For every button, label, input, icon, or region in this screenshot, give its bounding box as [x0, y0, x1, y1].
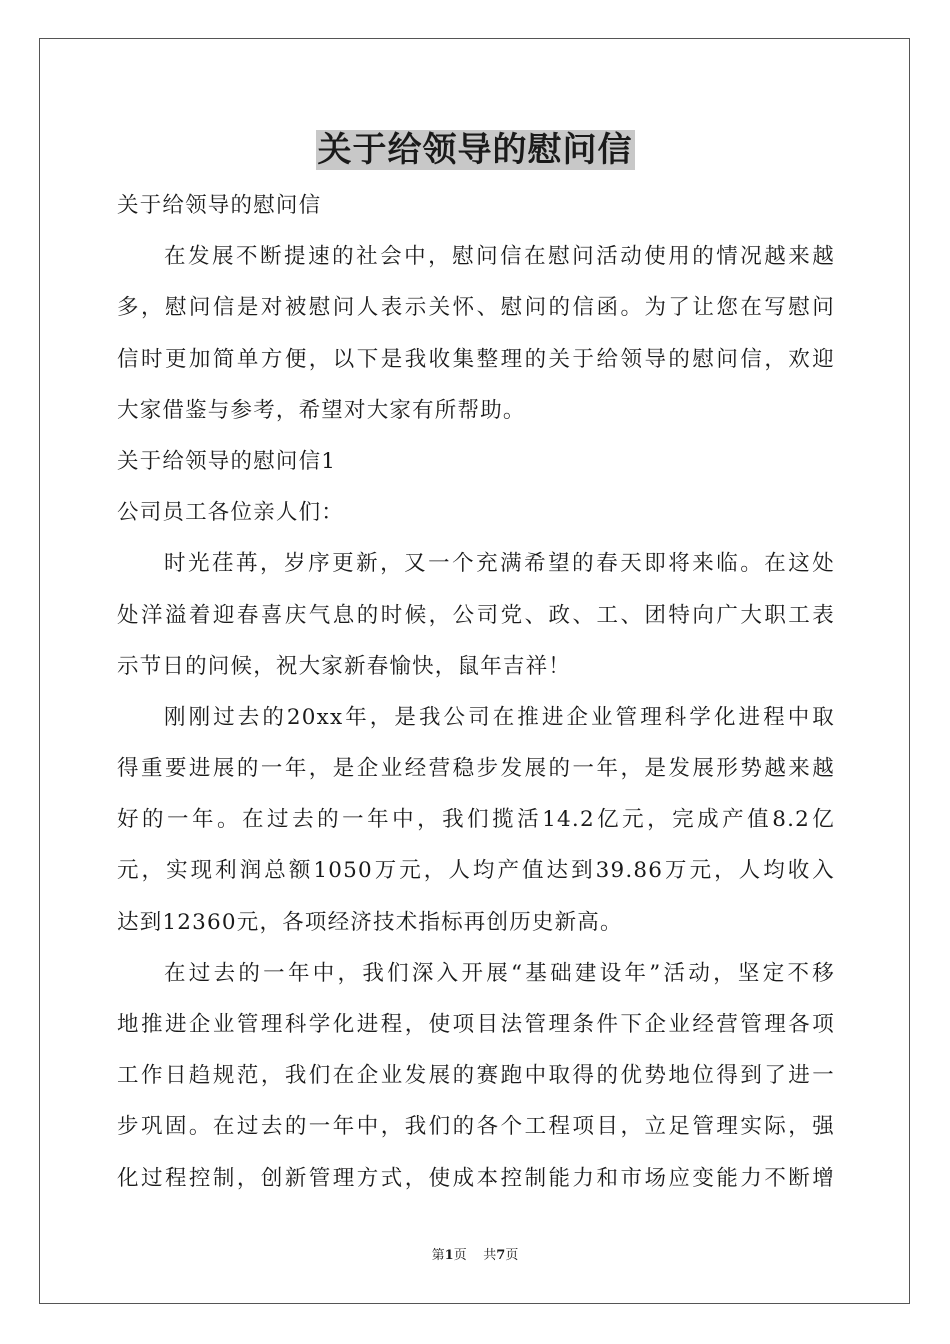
total-pages: 7 [496, 1248, 506, 1263]
text-line: 关于给领导的慰问信 [117, 193, 322, 218]
total-suffix: 页 [505, 1248, 519, 1263]
text-line: 步巩固。在过去的一年中，我们的各个工程项目，立足管理实际，强 [117, 1114, 835, 1140]
text-line: 好的一年。在过去的一年中，我们揽活14.2亿元，完成产值8.2亿 [117, 807, 835, 833]
text-line: 关于给领导的慰问信1 [117, 448, 337, 474]
page-label-prefix: 第 [431, 1248, 445, 1263]
document-body [117, 180, 835, 1204]
text-line: 时光荏苒，岁序更新，又一个充满希望的春天即将来临。在这处 [164, 551, 835, 577]
text-line: 达到12360元，各项经济技术指标再创历史新高。 [117, 909, 623, 935]
page-number: 1 [444, 1248, 454, 1263]
text-line: 处洋溢着迎春喜庆气息的时候，公司党、政、工、团特向广大职工表 [117, 602, 835, 628]
text-line: 公司员工各位亲人们： [117, 500, 345, 526]
text-line: 多，慰问信是对被慰问人表示关怀、慰问的信函。为了让您在写慰问 [117, 295, 835, 321]
document-title-text: 关于给领导的慰问信 [317, 130, 633, 170]
text-line: 在发展不断提速的社会中，慰问信在慰问活动使用的情况越来越 [164, 244, 835, 270]
page-label-suffix: 页 [453, 1248, 467, 1263]
text-line: 刚刚过去的20xx年，是我公司在推进企业管理科学化进程中取 [164, 704, 835, 730]
page-footer [0, 1247, 950, 1265]
text-line: 信时更加简单方便，以下是我收集整理的关于给领导的慰问信，欢迎 [117, 346, 835, 372]
text-line: 示节日的问候，祝大家新春愉快，鼠年吉祥！ [117, 653, 572, 679]
text-line: 地推进企业管理科学化进程，使项目法管理条件下企业经营管理各项 [117, 1012, 835, 1037]
text-line: 化过程控制，创新管理方式，使成本控制能力和市场应变能力不断增 [117, 1165, 835, 1191]
text-line: 工作日趋规范，我们在企业发展的赛跑中取得的优势地位得到了进一 [117, 1063, 835, 1089]
text-line: 得重要进展的一年，是企业经营稳步发展的一年，是发展形势越来越 [117, 756, 835, 782]
text-line: 元，实现利润总额1050万元，人均产值达到39.86万元，人均收入 [117, 858, 835, 884]
document-title [0, 126, 950, 174]
total-prefix: 共 [483, 1248, 497, 1263]
text-line: 在过去的一年中，我们深入开展“基础建设年”活动，坚定不移 [164, 960, 835, 986]
text-line: 大家借鉴与参考，希望对大家有所帮助。 [117, 397, 526, 423]
